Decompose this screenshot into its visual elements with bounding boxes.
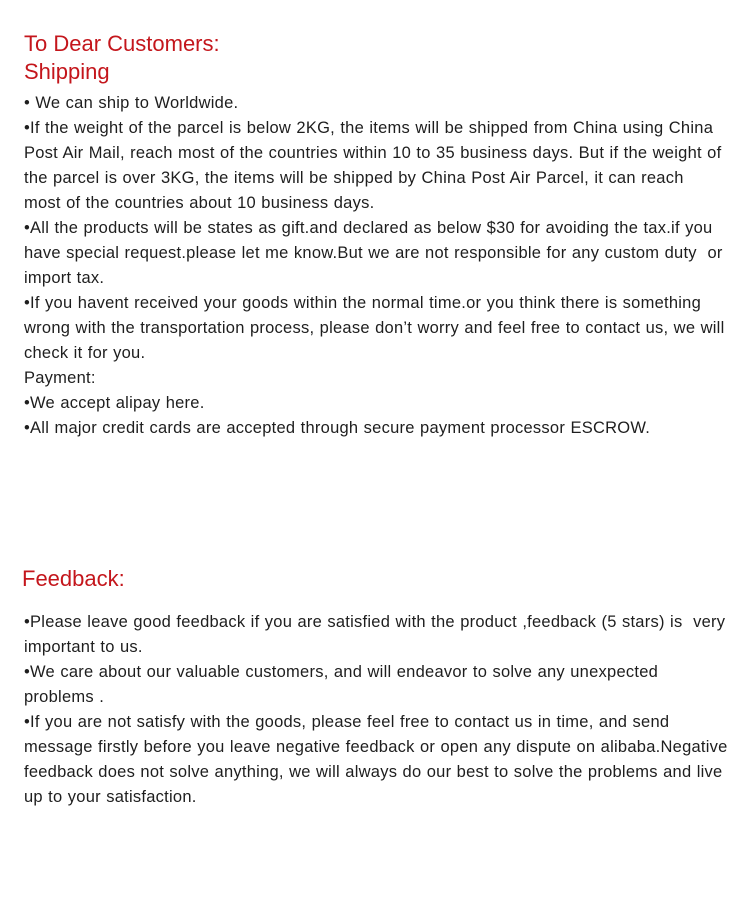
feedback-paragraph-not-satisfied: •If you are not satisfy with the goods, please feel free to contact us in time, and send message firstly before you leave negative feedback or open any dispute on alibaba.Negative feedback does not solve anything, we will always do our best to solve the problems and live up to your satisfaction. [24,713,734,806]
greeting-heading: To Dear Customers: [24,31,220,56]
shipping-paragraph-weight: •If the weight of the parcel is below 2KG, the items will be shipped from China using China Post Air Mail, reach most of the countries within 10 to 35 business days. But if the weight of the parcel is over 3KG, the items will be shipped by China Post Air Parcel, it can reach most of the countries about 10 business days. [24,119,727,212]
feedback-heading: Feedback: [22,566,125,591]
shipping-paragraph-gift: •All the products will be states as gift.and declared as below $30 for avoiding the tax.if you have special request.please let me know.But we are not responsible for any custom duty or import tax. [24,219,728,287]
payment-paragraph-alipay: •We accept alipay here. [24,394,205,412]
payment-paragraph-credit-cards: •All major credit cards are accepted through secure payment processor ESCROW. [24,419,651,437]
shipping-heading: Shipping [24,59,110,84]
feedback-body [24,610,734,810]
feedback-paragraph-care: •We care about our valuable customers, and will endeavor to solve any unexpected problems . [24,663,664,706]
feedback-paragraph-leave-good: •Please leave good feedback if you are satisfied with the product ,feedback (5 stars) is very important to us. [24,613,731,656]
shipping-body [24,91,729,441]
payment-label: Payment: [24,369,96,387]
shipping-paragraph-worldwide: • We can ship to Worldwide. [24,94,239,112]
shipping-paragraph-not-received: •If you havent received your goods within the normal time.or you think there is something wrong with the transportation process, please don’t worry and feel free to contact us, we will check it for you. [24,294,730,362]
